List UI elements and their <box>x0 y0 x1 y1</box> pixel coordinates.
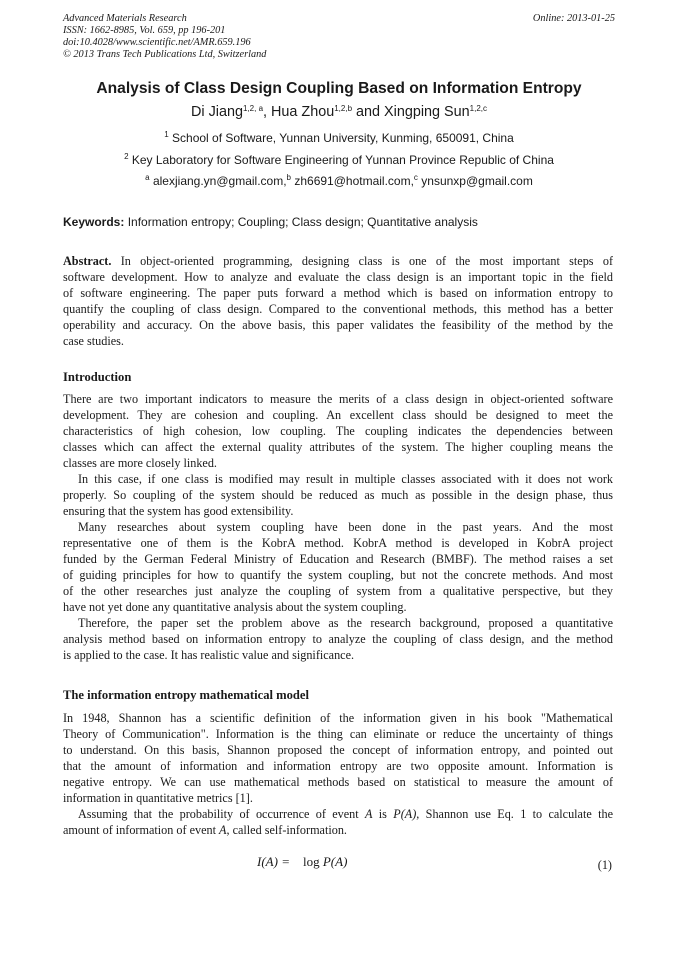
body-line: characteristics of high cohesion, low coupling. The coupling indicates the dependencies between <box>63 424 613 438</box>
body-line: analysis method based on information entropy to analyze the coupling of class design, and the method <box>63 632 613 646</box>
math-var: A <box>364 807 373 821</box>
author-line <box>0 104 678 120</box>
email-line <box>0 174 678 188</box>
affiliation-2 <box>0 153 678 167</box>
affiliation-text: School of Software, Yunnan University, Kunming, 650091, China <box>172 131 514 145</box>
body-line: development. They are cohesion and coupling. An excellent class should be designed to meet the <box>63 408 613 422</box>
math-var: P(A) <box>393 807 417 821</box>
section-heading-introduction: Introduction <box>63 370 132 384</box>
body-line: negative entropy. We can use mathematical methods based on statistical to measure the amount of <box>63 775 613 789</box>
body-line: In 1948, Shannon has a scientific definition of the information given in his book "Mathematical <box>63 711 613 725</box>
text-run: amount of information of event <box>63 823 220 837</box>
abstract-line <box>63 253 613 269</box>
email-sup: a <box>145 173 150 182</box>
body-line: classes which can affect the external quality attributes of the system. The higher coupling means the <box>63 440 613 454</box>
math-var: A <box>219 823 227 837</box>
affiliation-sup: 2 <box>124 152 129 161</box>
body-line: of guiding principles for how to quantify the system coupling, but not the concrete methods. And most <box>63 568 613 582</box>
author-sup: 1,2,b <box>334 104 353 113</box>
body-line <box>63 806 613 822</box>
text-run: , called self-information. <box>226 823 347 837</box>
body-line <box>63 822 613 838</box>
introduction-body <box>63 391 613 663</box>
body-line: Theory of Communication". Information is the thing can eliminate or reduce the uncertainty of things <box>63 727 613 741</box>
online-date: Online: 2013-01-25 <box>532 13 615 24</box>
email-sup: c <box>413 173 418 182</box>
abstract-text: In object-oriented programming, designing class is one of the most important steps of <box>120 254 613 268</box>
body-line: In this case, if one class is modified may result in multiple classes associated with it does not work <box>78 472 613 486</box>
keywords <box>63 215 478 229</box>
equation-p: P <box>322 854 331 869</box>
body-line: Therefore, the paper set the problem above as the research background, proposed a quantitative <box>78 616 613 630</box>
email-sup: b <box>286 173 291 182</box>
body-line: Many researches about system coupling have been done in the past years. And the most <box>78 520 613 534</box>
text-run: , Shannon use Eq. 1 to calculate the <box>416 807 613 821</box>
affiliation-text: Key Laboratory for Software Engineering of Yunnan Province Republic of China <box>131 153 554 167</box>
abstract-label: Abstract. <box>63 254 112 268</box>
body-line: ensuring that the system has good extensibility. <box>63 504 294 518</box>
entropy-model-body <box>63 710 613 838</box>
author-sep: and <box>352 104 385 120</box>
affiliation-sup: 1 <box>164 130 169 139</box>
abstract-line: case studies. <box>63 334 124 348</box>
copyright: © 2013 Trans Tech Publications Ltd, Switzerland <box>63 49 267 60</box>
author-sep: , <box>263 104 272 120</box>
body-line: is applied to the case. It has realistic value and significance. <box>63 648 355 662</box>
body-line: funded by the German Federal Ministry of Education and Research (BMBF). The method raises a set <box>63 552 613 566</box>
author-sup: 1,2, a <box>243 104 264 113</box>
abstract-line: of software engineering. The paper puts forward a method which is based on information entropy to <box>63 286 613 300</box>
body-line: representative one of them is the KobrA method. KobrA method is developed in KobrA project <box>63 536 613 550</box>
body-line: have not yet done any quantitative analysis about the system coupling. <box>63 600 407 614</box>
abstract-line: operability and accuracy. On the above basis, this paper validates the feasibility of the method by the <box>63 318 613 332</box>
text-run: is <box>372 807 394 821</box>
email-link[interactable]: ynsunxp@gmail.com <box>421 174 533 188</box>
section-heading-entropy-model: The information entropy mathematical model <box>63 688 310 702</box>
journal-header <box>63 13 266 61</box>
body-line: of the other researches just analyze the coupling of system from a qualitative perspective, but they <box>63 584 613 598</box>
keywords-label: Keywords: <box>63 215 125 229</box>
journal-name: Advanced Materials Research <box>63 13 187 24</box>
doi: doi:10.4028/www.scientific.net/AMR.659.196 <box>63 37 251 48</box>
affiliation-1 <box>0 131 678 145</box>
body-line: information in quantitative metrics [1]. <box>63 791 253 805</box>
abstract-line: quantify the coupling of class design. Compared to the conventional methods, this method has a better <box>63 302 613 316</box>
author-sup: 1,2,c <box>469 104 487 113</box>
body-line: There are two important indicators to measure the merits of a class design in object-oriented software <box>63 392 613 406</box>
equation-log: log <box>302 854 320 869</box>
author-name: Xingping Sun <box>384 104 470 120</box>
email-link[interactable]: alexjiang.yn@gmail.com, <box>152 174 287 188</box>
equation-number: (1) <box>597 858 612 872</box>
paper-title: Analysis of Class Design Coupling Based on Information Entropy <box>96 80 582 97</box>
text-run: Assuming that the probability of occurrence of event <box>78 807 365 821</box>
abstract <box>63 253 613 349</box>
keywords-text: Information entropy; Coupling; Class design; Quantitative analysis <box>127 215 478 229</box>
equation-1 <box>257 854 347 870</box>
equation-symbol: I <box>257 854 262 869</box>
equation-paren: (A) <box>330 854 348 869</box>
body-line: to understand. On this basis, Shannon proposed the concept of information entropy, and pointed out <box>63 743 613 757</box>
author-name: Hua Zhou <box>271 104 335 120</box>
equation-arg: (A) = <box>261 854 290 869</box>
body-line: properly. So coupling of the system should be reduced as much as possible in the design phase, thus <box>63 488 613 502</box>
abstract-line: software development. How to analyze and evaluate the class design is an important topic in the field <box>63 270 613 284</box>
author-name: Di Jiang <box>191 104 243 120</box>
body-line: classes are more closely linked. <box>63 456 217 470</box>
body-line: that the amount of information and information entropy are two opposite amount. Information is <box>63 759 613 773</box>
email-link[interactable]: zh6691@hotmail.com, <box>294 174 414 188</box>
issn: ISSN: 1662-8985, Vol. 659, pp 196-201 <box>63 25 226 36</box>
